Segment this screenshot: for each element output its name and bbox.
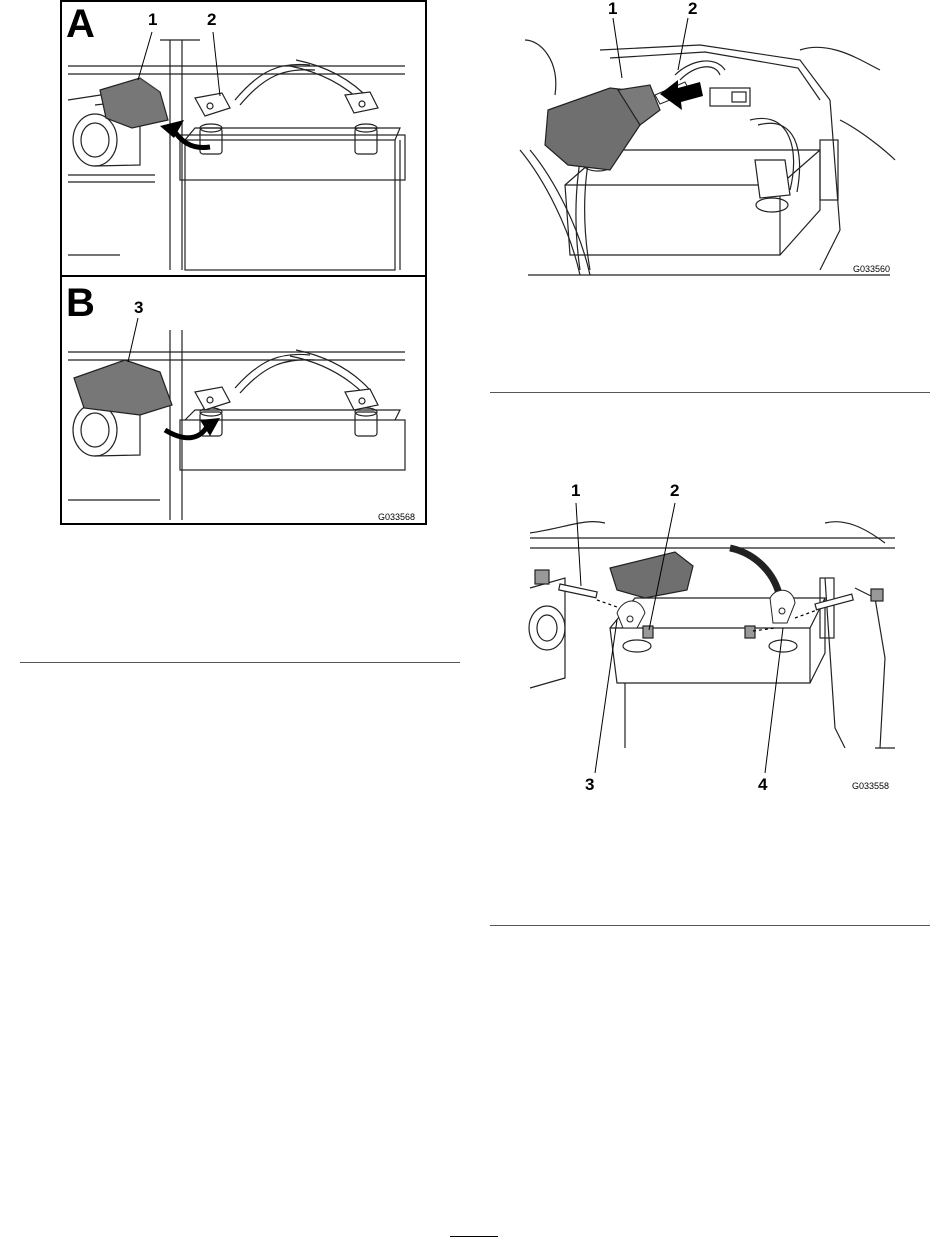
figure-code: G033558 [852, 781, 890, 791]
callout-2: 2 [670, 481, 680, 500]
callout-2: 2 [207, 10, 217, 29]
callout-2: 2 [688, 0, 698, 18]
callout-1: 1 [571, 481, 581, 500]
separator-rule-left [20, 662, 460, 663]
callout-3: 3 [585, 775, 595, 794]
panel-b-letter: B [66, 281, 95, 325]
footer-rule [450, 1236, 498, 1237]
figure-battery-cover-illustration [60, 0, 427, 525]
figure-battery-terminals [525, 478, 905, 798]
callout-1: 1 [608, 0, 618, 18]
separator-rule-right-top [490, 392, 930, 393]
separator-rule-right-bottom [490, 925, 930, 926]
panel-a-drawing [68, 40, 405, 270]
panel-a-letter: A [66, 2, 95, 46]
callout-4: 4 [758, 775, 768, 794]
callout-3: 3 [134, 298, 144, 317]
figure-battery-terminals-illustration [525, 478, 905, 798]
callout-1: 1 [148, 10, 158, 29]
figure-code: G033568 [378, 512, 416, 522]
figure-code: G033560 [853, 264, 891, 274]
panel-b-drawing [68, 330, 405, 520]
figure-battery-cover-steps [60, 0, 427, 525]
figure-negative-cable-illustration [500, 0, 900, 290]
figure-negative-cable [500, 0, 900, 290]
